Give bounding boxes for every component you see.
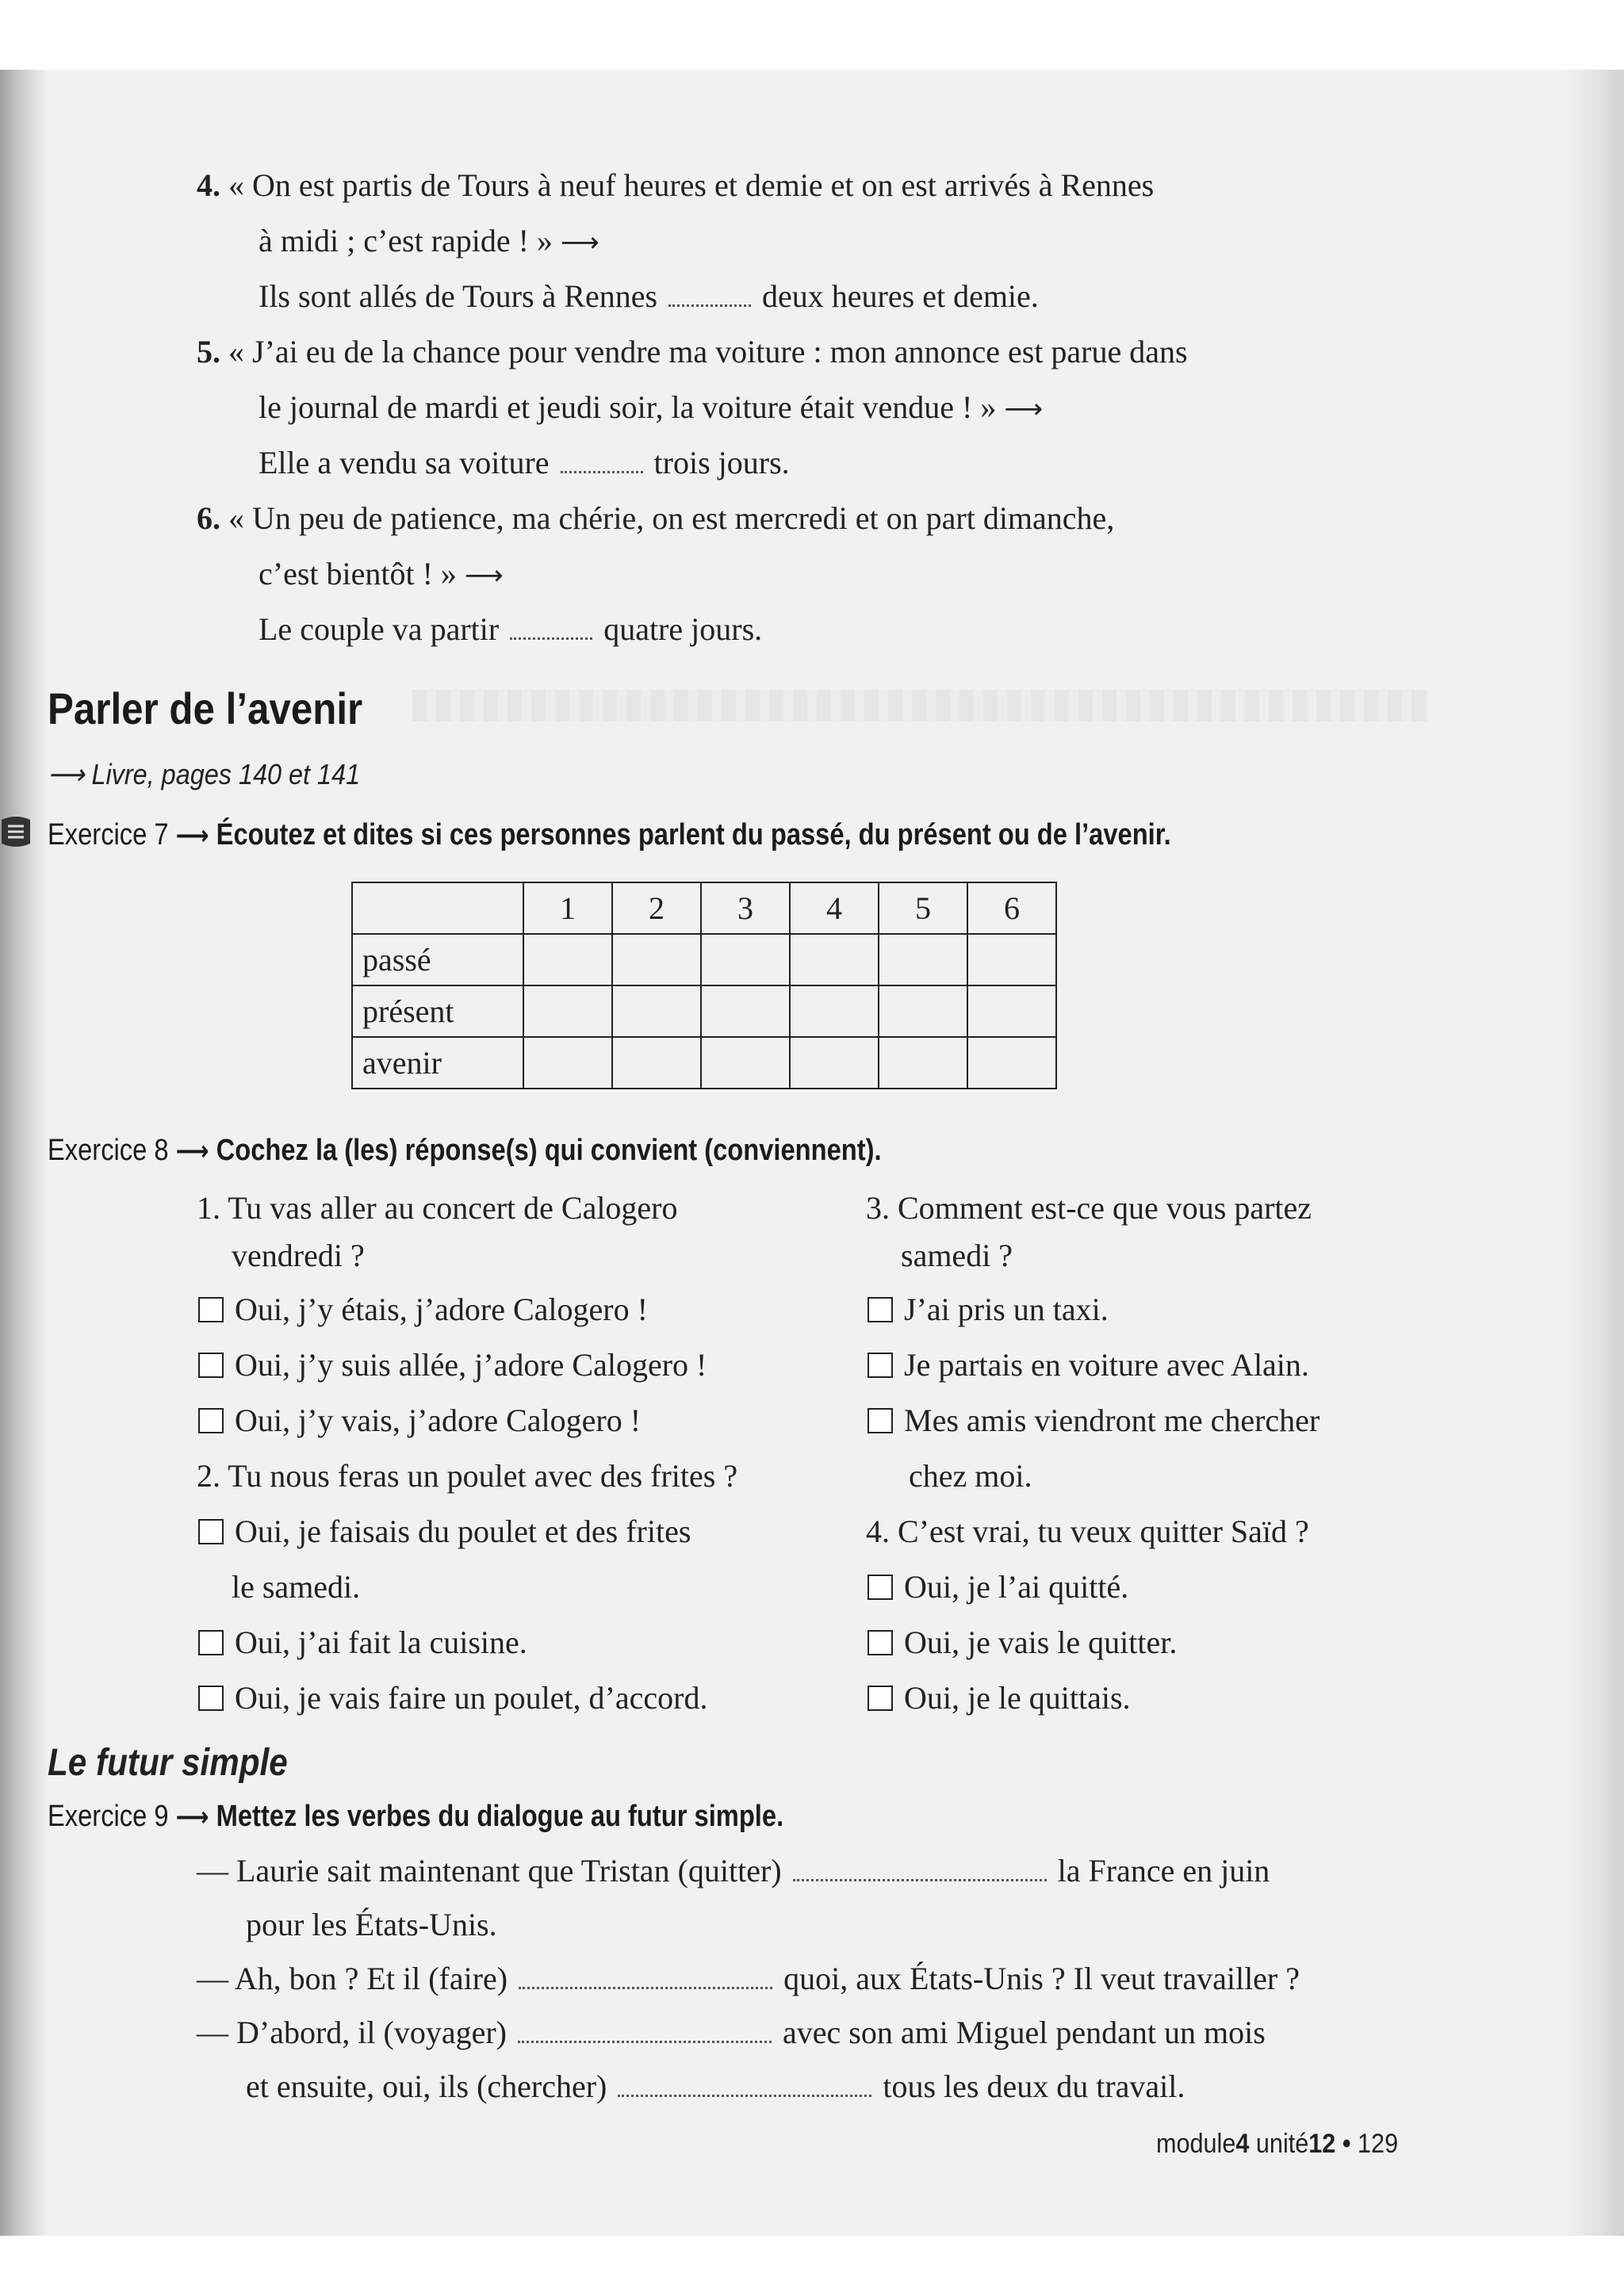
quote-text: « Un peu de patience, ma chérie, on est mercredi et on part dimanche, — [228, 500, 1115, 536]
section-title: Parler de l’avenir — [48, 683, 363, 733]
arrow-icon: ⟶ — [1004, 393, 1044, 425]
arrow-icon: ⟶ — [464, 560, 504, 591]
grid-row-label: présent — [352, 985, 523, 1037]
grid-cell[interactable] — [701, 934, 790, 985]
answer-text: Le couple va partir — [259, 611, 500, 647]
option-text: Oui, j’y vais, j’adore Calogero ! — [235, 1402, 642, 1438]
item-4-answer — [259, 277, 1039, 316]
footer-module-word: module — [1156, 2129, 1236, 2159]
item-6-line-1 — [197, 499, 1114, 538]
q4-line-1: 4. C’est vrai, tu veux quitter Saïd ? — [866, 1513, 1309, 1549]
q1-line-2: vendredi ? — [232, 1238, 365, 1273]
audio-cd-icon — [0, 813, 32, 850]
grid-cell[interactable] — [523, 934, 612, 985]
q1-option-1 — [198, 1291, 648, 1329]
grid-column-header: 3 — [701, 882, 790, 934]
book-reference: ⟶ Livre, pages 140 et 141 — [48, 758, 361, 790]
dialogue-text: — Ah, bon ? Et il (faire) — [197, 1961, 508, 1996]
dialogue-text: tous les deux du travail. — [883, 2068, 1185, 2104]
dialogue-line-5 — [246, 2068, 1185, 2106]
grid-row-present — [352, 985, 1056, 1037]
q2-option-2 — [198, 1624, 527, 1662]
exercise-label: Exercice 9 — [48, 1800, 169, 1833]
grid-row-label: passé — [352, 934, 523, 985]
option-text: Oui, j’ai fait la cuisine. — [235, 1624, 527, 1660]
arrow-icon: ⟶ — [175, 1801, 209, 1833]
item-5-answer — [259, 444, 790, 482]
q2-line-1: 2. Tu nous feras un poulet avec des frites ? — [197, 1458, 738, 1494]
quote-text: à midi ; c’est rapide ! » — [259, 223, 561, 258]
subsection-title: Le futur simple — [48, 1742, 288, 1784]
grid-cell[interactable] — [879, 985, 967, 1037]
exercise-instruction: Écoutez et dites si ces personnes parlent du passé, du présent ou de l’avenir. — [216, 818, 1171, 851]
dialogue-text: et ensuite, oui, ils (chercher) — [246, 2068, 607, 2104]
grid-cell[interactable] — [790, 985, 879, 1037]
option-text: Oui, j’y suis allée, j’adore Calogero ! — [235, 1347, 707, 1383]
grid-column-header: 6 — [967, 882, 1056, 934]
bleed-through-text — [412, 690, 1427, 721]
option-text: Je partais en voiture avec Alain. — [904, 1347, 1309, 1383]
grid-row-avenir — [352, 1037, 1056, 1089]
option-text: Mes amis viendront me chercher — [904, 1402, 1320, 1438]
grid-column-header: 2 — [612, 882, 701, 934]
grid-column-header: 4 — [790, 882, 879, 934]
grid-cell[interactable] — [612, 1037, 701, 1089]
q1-line-1: 1. Tu vas aller au concert de Calogero — [197, 1190, 678, 1226]
checkbox[interactable] — [868, 1630, 893, 1655]
arrow-icon: ⟶ — [175, 820, 209, 851]
checkbox[interactable] — [868, 1575, 893, 1600]
item-number: 5. — [197, 334, 220, 369]
q3-option-2 — [868, 1346, 1309, 1384]
grid-cell[interactable] — [967, 1037, 1056, 1089]
q1-option-2 — [198, 1346, 707, 1384]
checkbox[interactable] — [198, 1408, 224, 1433]
footer-unit-word: unité — [1255, 2129, 1309, 2159]
grid-cell[interactable] — [612, 985, 701, 1037]
dialogue-line-2: pour les États-Unis. — [246, 1907, 497, 1942]
q4-option-1 — [868, 1568, 1128, 1606]
grid-row-passe — [352, 934, 1056, 985]
exercise-7-heading — [48, 817, 1171, 854]
answer-text: quatre jours. — [603, 611, 763, 647]
grid-cell[interactable] — [612, 934, 701, 985]
answer-text: deux heures et demie. — [762, 278, 1039, 314]
grid-header-row — [352, 882, 1056, 934]
grid-corner-cell — [352, 882, 523, 934]
answer-text: Elle a vendu sa voiture — [259, 445, 550, 480]
checkbox[interactable] — [868, 1297, 893, 1322]
checkbox[interactable] — [198, 1630, 224, 1655]
answer-blank[interactable] — [561, 447, 643, 473]
item-6-line-2 — [259, 555, 504, 595]
quote-text: c’est bientôt ! » — [259, 556, 465, 591]
grid-cell[interactable] — [879, 934, 967, 985]
option-text: Oui, je faisais du poulet et des frites — [235, 1513, 691, 1549]
q3-option-1 — [868, 1291, 1109, 1329]
dialogue-text: — Laurie sait maintenant que Tristan (quitter) — [197, 1853, 782, 1888]
exercise-instruction: Mettez les verbes du dialogue au futur simple. — [216, 1800, 784, 1833]
exercise-label: Exercice 7 — [48, 818, 169, 851]
checkbox[interactable] — [868, 1686, 893, 1711]
q3-option-3-cont: chez moi. — [909, 1458, 1032, 1494]
grid-cell[interactable] — [523, 985, 612, 1037]
grid-cell[interactable] — [790, 1037, 879, 1089]
verb-blank[interactable] — [519, 1963, 772, 1989]
grid-cell[interactable] — [701, 985, 790, 1037]
grid-cell[interactable] — [790, 934, 879, 985]
checkbox[interactable] — [868, 1408, 893, 1433]
exercise-9-heading — [48, 1798, 783, 1835]
checkbox[interactable] — [198, 1353, 224, 1378]
grid-cell[interactable] — [879, 1037, 967, 1089]
footer-unit-number: 12 — [1308, 2129, 1336, 2159]
grid-cell[interactable] — [967, 985, 1056, 1037]
item-6-answer — [259, 610, 762, 649]
page-footer — [1156, 2127, 1398, 2160]
dialogue-text: avec son ami Miguel pendant un mois — [782, 2015, 1266, 2050]
q2-option-1-cont: le samedi. — [232, 1569, 361, 1605]
item-number: 6. — [197, 500, 220, 536]
quote-text: le journal de mardi et jeudi soir, la voiture était vendue ! » — [259, 389, 1005, 425]
q4-option-2 — [868, 1624, 1177, 1662]
checkbox[interactable] — [868, 1353, 893, 1378]
option-text: Oui, je vais le quitter. — [904, 1624, 1178, 1660]
option-text: J’ai pris un taxi. — [904, 1292, 1109, 1327]
item-5-line-2 — [259, 388, 1043, 428]
quote-text: « J’ai eu de la chance pour vendre ma voiture : mon annonce est parue dans — [228, 334, 1188, 369]
verb-blank[interactable] — [618, 2071, 871, 2097]
option-text: Oui, je l’ai quitté. — [904, 1569, 1129, 1605]
verb-blank[interactable] — [793, 1855, 1047, 1881]
answer-grid — [351, 882, 1057, 1089]
option-text: Oui, je le quittais. — [904, 1680, 1131, 1716]
grid-row-label: avenir — [352, 1037, 523, 1089]
checkbox[interactable] — [198, 1686, 224, 1711]
grid-cell[interactable] — [701, 1037, 790, 1089]
footer-bullet: • — [1342, 2129, 1351, 2159]
grid-cell[interactable] — [523, 1037, 612, 1089]
arrow-icon: ⟶ — [560, 227, 599, 258]
dialogue-line-1 — [197, 1852, 1270, 1890]
exercise-label: Exercice 8 — [48, 1134, 169, 1167]
option-text: Oui, j’y étais, j’adore Calogero ! — [235, 1292, 648, 1327]
q2-option-3 — [198, 1679, 707, 1717]
q4-option-3 — [868, 1679, 1131, 1717]
q3-option-3 — [868, 1402, 1320, 1440]
answer-blank[interactable] — [668, 281, 751, 307]
item-number: 4. — [197, 167, 220, 203]
checkbox[interactable] — [198, 1297, 224, 1322]
item-5-line-1 — [197, 333, 1188, 371]
q3-line-2: samedi ? — [901, 1238, 1013, 1273]
item-4-line-2 — [259, 222, 599, 262]
arrow-icon: ⟶ — [175, 1135, 209, 1167]
exercise-8-heading — [48, 1132, 882, 1169]
grid-cell[interactable] — [967, 934, 1056, 985]
verb-blank[interactable] — [518, 2017, 772, 2043]
dialogue-text: quoi, aux États-Unis ? Il veut travailler ? — [783, 1961, 1300, 1996]
q2-option-1 — [198, 1513, 691, 1551]
answer-text: Ils sont allés de Tours à Rennes — [259, 278, 658, 314]
exercise-instruction: Cochez la (les) réponse(s) qui convient (conviennent). — [216, 1134, 882, 1167]
q3-line-1: 3. Comment est-ce que vous partez — [866, 1190, 1312, 1226]
dialogue-line-4 — [197, 2014, 1266, 2052]
dialogue-line-3 — [197, 1960, 1300, 1998]
item-4-line-1 — [197, 166, 1154, 205]
answer-blank[interactable] — [510, 614, 592, 640]
footer-module-number: 4 — [1235, 2129, 1250, 2159]
checkbox[interactable] — [198, 1519, 224, 1544]
q1-option-3 — [198, 1402, 641, 1440]
page-number: 129 — [1358, 2129, 1399, 2159]
dialogue-text: — D’abord, il (voyager) — [197, 2015, 507, 2050]
dialogue-text: la France en juin — [1057, 1853, 1270, 1888]
option-text: Oui, je vais faire un poulet, d’accord. — [235, 1680, 708, 1716]
answer-text: trois jours. — [653, 445, 790, 480]
quote-text: « On est partis de Tours à neuf heures et demie et on est arrivés à Rennes — [228, 167, 1155, 203]
grid-column-header: 5 — [879, 882, 967, 934]
grid-column-header: 1 — [523, 882, 612, 934]
